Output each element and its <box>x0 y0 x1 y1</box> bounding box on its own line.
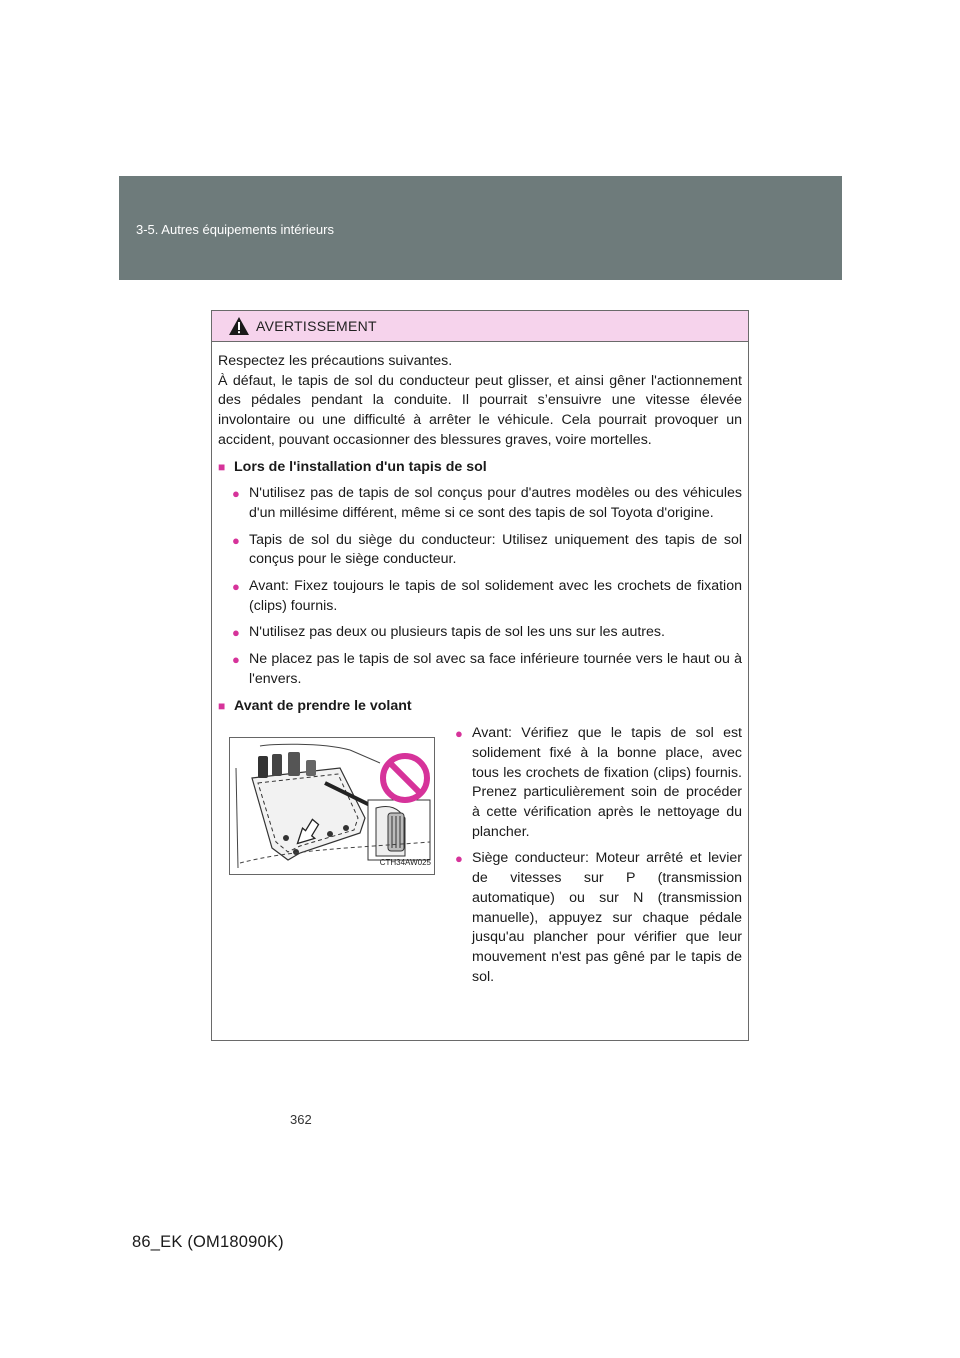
section-heading-installation <box>218 458 742 478</box>
round-bullet-icon: ● <box>232 652 240 668</box>
warning-triangle-icon <box>228 316 250 336</box>
round-bullet-icon: ● <box>232 486 240 502</box>
figure-code: CTH34AW025 <box>379 857 431 867</box>
list-item <box>455 724 742 842</box>
list-item <box>232 650 742 689</box>
list-item <box>232 623 742 643</box>
document-code: 86_EK (OM18090K) <box>132 1233 284 1251</box>
list-item-text: Tapis de sol du siège du conducteur: Utilisez uniquement des tapis de sol conçus pour le siège conducteur. <box>249 531 742 568</box>
warning-header <box>212 311 748 342</box>
list-item <box>232 484 742 523</box>
list-item-text: N'utilisez pas deux ou plusieurs tapis de sol les uns sur les autres. <box>249 624 665 641</box>
list-item-text: Ne placez pas le tapis de sol avec sa face inférieure tournée vers le haut ou à l'envers. <box>249 651 742 687</box>
section-heading-before-driving <box>218 697 742 717</box>
warning-body <box>212 342 748 994</box>
round-bullet-icon: ● <box>232 532 240 548</box>
section-heading-text: Avant de prendre le volant <box>234 697 412 714</box>
figure-wrap <box>218 718 451 994</box>
figure-and-text <box>218 718 742 994</box>
page-number: 362 <box>290 1112 312 1127</box>
floor-mat-illustration <box>229 737 435 875</box>
list-item-text: Avant: Fixez toujours le tapis de sol solidement avec les crochets de fixation (clips) fournis. <box>249 578 742 614</box>
list-item <box>455 849 742 987</box>
round-bullet-icon: ● <box>232 579 240 595</box>
round-bullet-icon: ● <box>455 851 463 867</box>
round-bullet-icon: ● <box>455 726 463 742</box>
list-item-text: N'utilisez pas de tapis de sol conçus pour d'autres modèles ou des véhicules d'un millésime différent, même si ce sont des tapis de sol Toyota d'origine. <box>249 485 742 521</box>
warning-intro-line1: Respectez les précautions suivantes. <box>218 353 453 369</box>
round-bullet-icon: ● <box>232 625 240 641</box>
list-item-text: Siège conducteur: Moteur arrêté et levier de vitesses sur P (transmission automatique) ou sur N (transmission manuelle), appuyez sur chaque pédale jusqu'au plancher pour vérifier que leur mouvement n'est pas gêné par le tapis de sol. <box>472 850 742 985</box>
list-item <box>232 577 742 616</box>
list-item-text: Avant: Vérifiez que le tapis de sol est solidement fixé à la bonne place, avec tous les crochets de fixation (clips) fournis. Prenez particulièrement soin de procéder à cette vérification après le nettoyage du plancher. <box>472 725 742 840</box>
square-bullet-icon: ■ <box>218 459 226 474</box>
warning-box <box>211 310 749 1041</box>
section-heading-text: Lors de l'installation d'un tapis de sol <box>234 458 487 475</box>
before-driving-list <box>451 718 742 994</box>
warning-intro-line2: À défaut, le tapis de sol du conducteur peut glisser, et ainsi gêner l'actionnement des pédales pendant la conduite. Il pourrait s’ensuivre une vitesse élevée involontaire ou une difficulté à arrêter le véhicule. Cela pourrait provoquer un accident, pouvant occasionner des blessures graves, voire mortelles. <box>218 372 742 448</box>
section-title: 3-5. Autres équipements intérieurs <box>136 222 334 237</box>
list-item <box>232 531 742 570</box>
square-bullet-icon: ■ <box>218 698 226 713</box>
warning-title: AVERTISSEMENT <box>256 318 377 334</box>
